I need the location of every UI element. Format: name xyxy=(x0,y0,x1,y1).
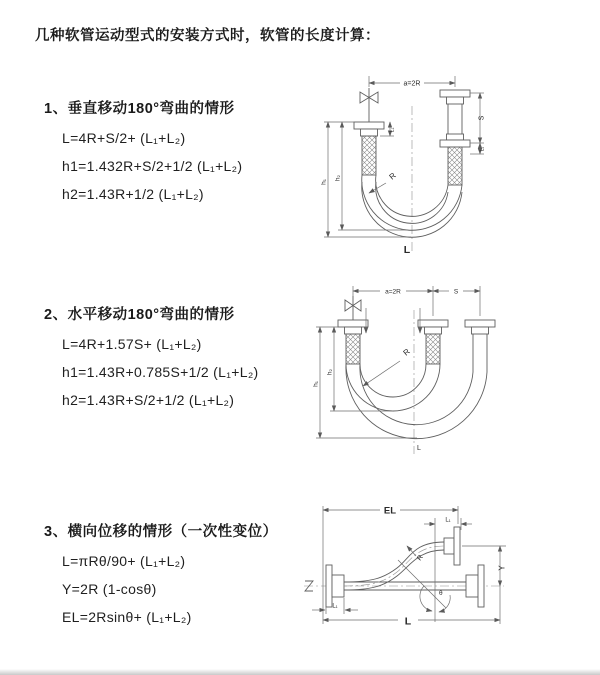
formula-length: L=4R+1.57S+ (L₁+L₂) xyxy=(62,336,202,352)
dim-label-l1-right: L₁ xyxy=(479,146,486,152)
section-horizontal-movement xyxy=(44,303,259,408)
valve-icon xyxy=(345,296,361,320)
dim-label-h2: h₂ xyxy=(326,368,334,376)
dim-label-h1: h₁ xyxy=(320,179,328,185)
dim-label-radius: R xyxy=(416,553,425,563)
left-flange xyxy=(354,122,384,175)
formula-h2: h2=1.43R+S/2+1/2 (L₁+L₂) xyxy=(62,392,235,408)
angle-construction xyxy=(398,518,450,622)
section-2-heading: 2、水平移动180°弯曲的情形 xyxy=(44,307,235,323)
dim-label-l1-top: L₁ xyxy=(445,517,451,524)
hose-u-bends xyxy=(346,364,487,439)
page-title: 几种软管运动型式的安装方式时，软管的长度计算： xyxy=(35,28,380,44)
valve-icon xyxy=(360,88,378,122)
dim-label-l1-left: L₁ xyxy=(389,127,396,133)
diagram-lateral-displacement xyxy=(298,498,588,640)
fitting-length-dimension-left xyxy=(312,598,358,614)
el-dimension xyxy=(323,506,458,625)
formula-h2: h2=1.43R+1/2 (L₁+L₂) xyxy=(62,186,204,202)
section-vertical-movement xyxy=(44,97,242,202)
dim-label-length: L xyxy=(403,244,411,256)
dim-label-s: S xyxy=(478,115,486,121)
top-dimensions xyxy=(353,286,480,316)
dim-label-radius: R xyxy=(387,170,398,182)
travel-dimension xyxy=(470,93,486,154)
dim-label-l1-left: L₁ xyxy=(332,603,338,610)
right-flange-assembly xyxy=(440,90,470,185)
hose-displaced-position xyxy=(344,527,460,590)
left-flange xyxy=(326,565,344,607)
flanges xyxy=(338,320,495,372)
formula-y: Y=2R (1-cosθ) xyxy=(62,581,157,597)
dim-label-theta: θ xyxy=(439,590,443,597)
dim-label-el: EL xyxy=(383,505,397,517)
radius-callout xyxy=(363,347,412,386)
section-3-heading: 3、横向位移的情形（一次性变位） xyxy=(44,524,278,540)
dim-label-s: S xyxy=(453,288,459,296)
length-dimension xyxy=(323,616,500,628)
dim-label-y: Y xyxy=(497,565,507,571)
top-width-dimension xyxy=(369,76,455,88)
dim-label-a2r: a=2R xyxy=(385,288,401,296)
formula-el: EL=2Rsinθ+ (L₁+L₂) xyxy=(62,609,192,625)
height-dimensions xyxy=(313,327,418,438)
formula-length: L=4R+S/2+ (L₁+L₂) xyxy=(62,130,186,146)
formula-length: L=πRθ/90+ (L₁+L₂) xyxy=(62,553,186,569)
fitting-arrows xyxy=(366,308,420,333)
formula-h1: h1=1.43R+0.785S+1/2 (L₁+L₂) xyxy=(62,364,259,380)
fitting-length-dimension-top xyxy=(424,518,472,531)
diagram-vertical-180-bend xyxy=(312,70,562,258)
section-1-heading: 1、垂直移动180°弯曲的情形 xyxy=(44,101,235,117)
dim-label-h2: h₂ xyxy=(334,174,342,182)
dim-label-length: L xyxy=(417,445,421,452)
dim-label-a2r: a=2R xyxy=(403,80,421,88)
dim-label-h1: h₁ xyxy=(312,381,320,387)
formula-h1: h1=1.432R+S/2+1/2 (L₁+L₂) xyxy=(62,158,243,174)
dim-label-radius: R xyxy=(401,346,412,358)
page-bottom-shadow xyxy=(0,669,600,675)
diagram-horizontal-180-bend xyxy=(308,282,548,460)
section-lateral-displacement xyxy=(44,520,278,625)
dim-label-length: L xyxy=(404,615,412,628)
